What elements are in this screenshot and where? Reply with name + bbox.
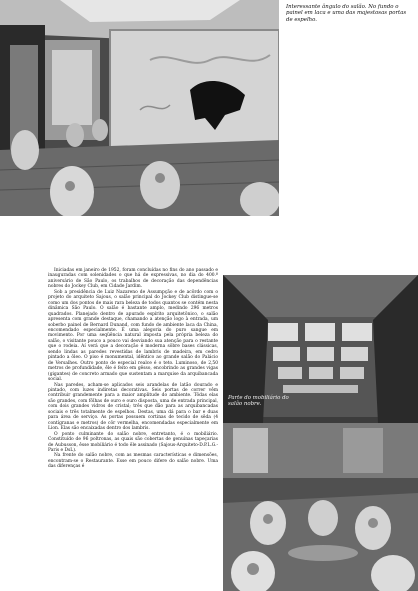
- article-paragraph: Nas paredes, acham-se aplicados seis arandelas de latão dourado e pintado, com luzes indiretas decorativas. Seis portas de correr vêm contribuir grandemente para a maior amplitude do ambiente. Tôdas elas são grandes, com fôlhas de ouro e ouro disposta, uma de entrada principal, com dois grandes vidros de cristal; três que dão para as arquibancadas sociais e três totalmente de espelhos. Destas, uma dá para o bar e duas para área de serviço. As portas possuem cortinas de tecido de sêda (4 contígranas e metros) de côr vermelha, encomendadas especialmente em Lion. Elas são encaixadas dentro dos lambris.: [48, 382, 218, 432]
- furniture-photo: [223, 423, 418, 591]
- article-paragraph: Iniciadas em janeiro de 1952, foram concluídas no fins do ano passado e inauguradas com solenidades o que há de expressivas, no dia do 400.º aniversário de São Paulo, os trabalhos de decoração das dependências nobres do Jockey Club, em Cidade Jardim.: [48, 268, 218, 290]
- top-caption: Interessante ângulo do salão. No fundo o painel em laca e uma das majestosas portas de espelho.: [286, 4, 407, 23]
- article-paragraph: Sob a presidência de Luiz Nazareno de Assumpção e de acôrdo com o projeto do arquiteto Sajous, o salão principal do Jockey Club distingue-se como um dos pontos de mais rara beleza de todos quantos se contém nesta dinâmica São Paulo. O salão é bastante amplo, medindo 296 metros quadrados. Planejado dentro de apurado espírito arquitetônico, o salão apresenta com grande destaque, chamando a atenção logo à entrada, um soberbo painel de Bernard Dunand, com fundo de ambiente laca da China, encomendado especialmente. É uma alegoria do puro sangue em movimento. Por uma seqüência natural imposta pela própria beleza do salão, o visitante pouco a pouco vai desviando sua atenção para o restante que o rodeia. Aí verá que a decoração é moderna sôbre bases clássicas, sendo lindas as paredes revestidas de lambris de madeira, em cedro pintado a ôleo. O piso é monumental, idêntico ao grande salão do Palácio de Versalhes. Outro ponto de especial realce é o teto. Luminoso, de 2,50 metros de profundidade, êle é feito em gêsso, encobrindo as grandes vigas (gigantes) de concreto armado que sustentam a marquise da arquibancada social.: [48, 289, 218, 383]
- article-body: [48, 268, 218, 470]
- salon-interior-photo: [0, 0, 279, 216]
- article-paragraph: Na frente do salão nobre, com as mesmas características e dimensões, encontram-se o Restaurante. Esse em pouco difere do salão nobre. Uma das diferenças é: [48, 453, 218, 470]
- article-paragraph: O ponto culminante do salão nobre, entretanto, é o mobiliário. Constituído de 96 poltronas, as quais são cobertas de genuínas tapeçarias de Aubusson, êsse mobiliário é todo êle assinado (Sajous-Arquiteto-D.P.L.G.-Paris e DsL).: [48, 431, 218, 453]
- middle-caption: Parte do mobiliário do salão nobre.: [228, 395, 289, 408]
